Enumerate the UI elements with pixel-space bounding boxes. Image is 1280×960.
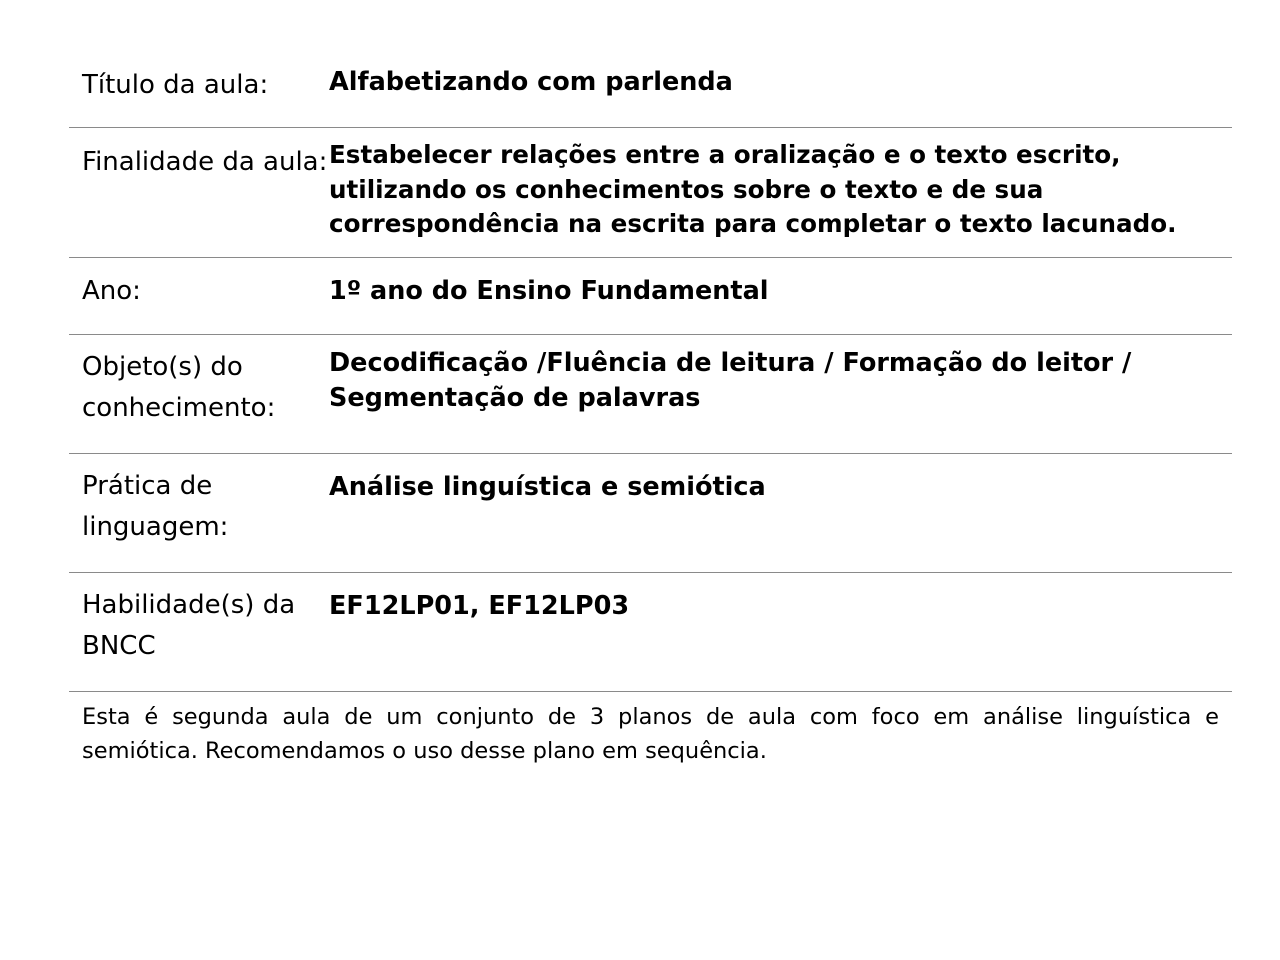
lesson-plan-table	[69, 45, 1232, 768]
row-language-practice	[69, 454, 1232, 573]
language-practice-value: Análise linguística e semiótica	[329, 472, 766, 502]
lesson-purpose-value: Estabelecer relações entre a oralização e o texto escrito, utilizando os conhecimentos sobre o texto e de sua correspondência na escrita para completar o texto lacunado.	[329, 140, 1177, 238]
row-knowledge-objects	[69, 335, 1232, 454]
row-lesson-title	[69, 45, 1232, 128]
language-practice-label: Prática de linguagem:	[82, 471, 229, 542]
row-lesson-purpose	[69, 128, 1232, 258]
school-year-label: Ano:	[82, 276, 141, 306]
bncc-skills-label: Habilidade(s) da BNCC	[82, 590, 296, 661]
bncc-skills-value: EF12LP01, EF12LP03	[329, 591, 630, 621]
sequence-note: Esta é segunda aula de um conjunto de 3 planos de aula com foco em análise linguística e semiótica. Recomendamos o uso desse plano em sequência.	[82, 704, 1219, 764]
knowledge-objects-value: Decodificação /Fluência de leitura / Formação do leitor / Segmentação de palavras	[329, 348, 1132, 413]
lesson-title-label: Título da aula:	[82, 70, 269, 100]
row-school-year	[69, 258, 1232, 335]
lesson-title-value: Alfabetizando com parlenda	[329, 67, 733, 97]
knowledge-objects-label: Objeto(s) do conhecimento:	[82, 352, 276, 423]
lesson-purpose-label: Finalidade da aula:	[82, 147, 328, 177]
row-bncc-skills	[69, 573, 1232, 692]
school-year-value: 1º ano do Ensino Fundamental	[329, 276, 769, 306]
